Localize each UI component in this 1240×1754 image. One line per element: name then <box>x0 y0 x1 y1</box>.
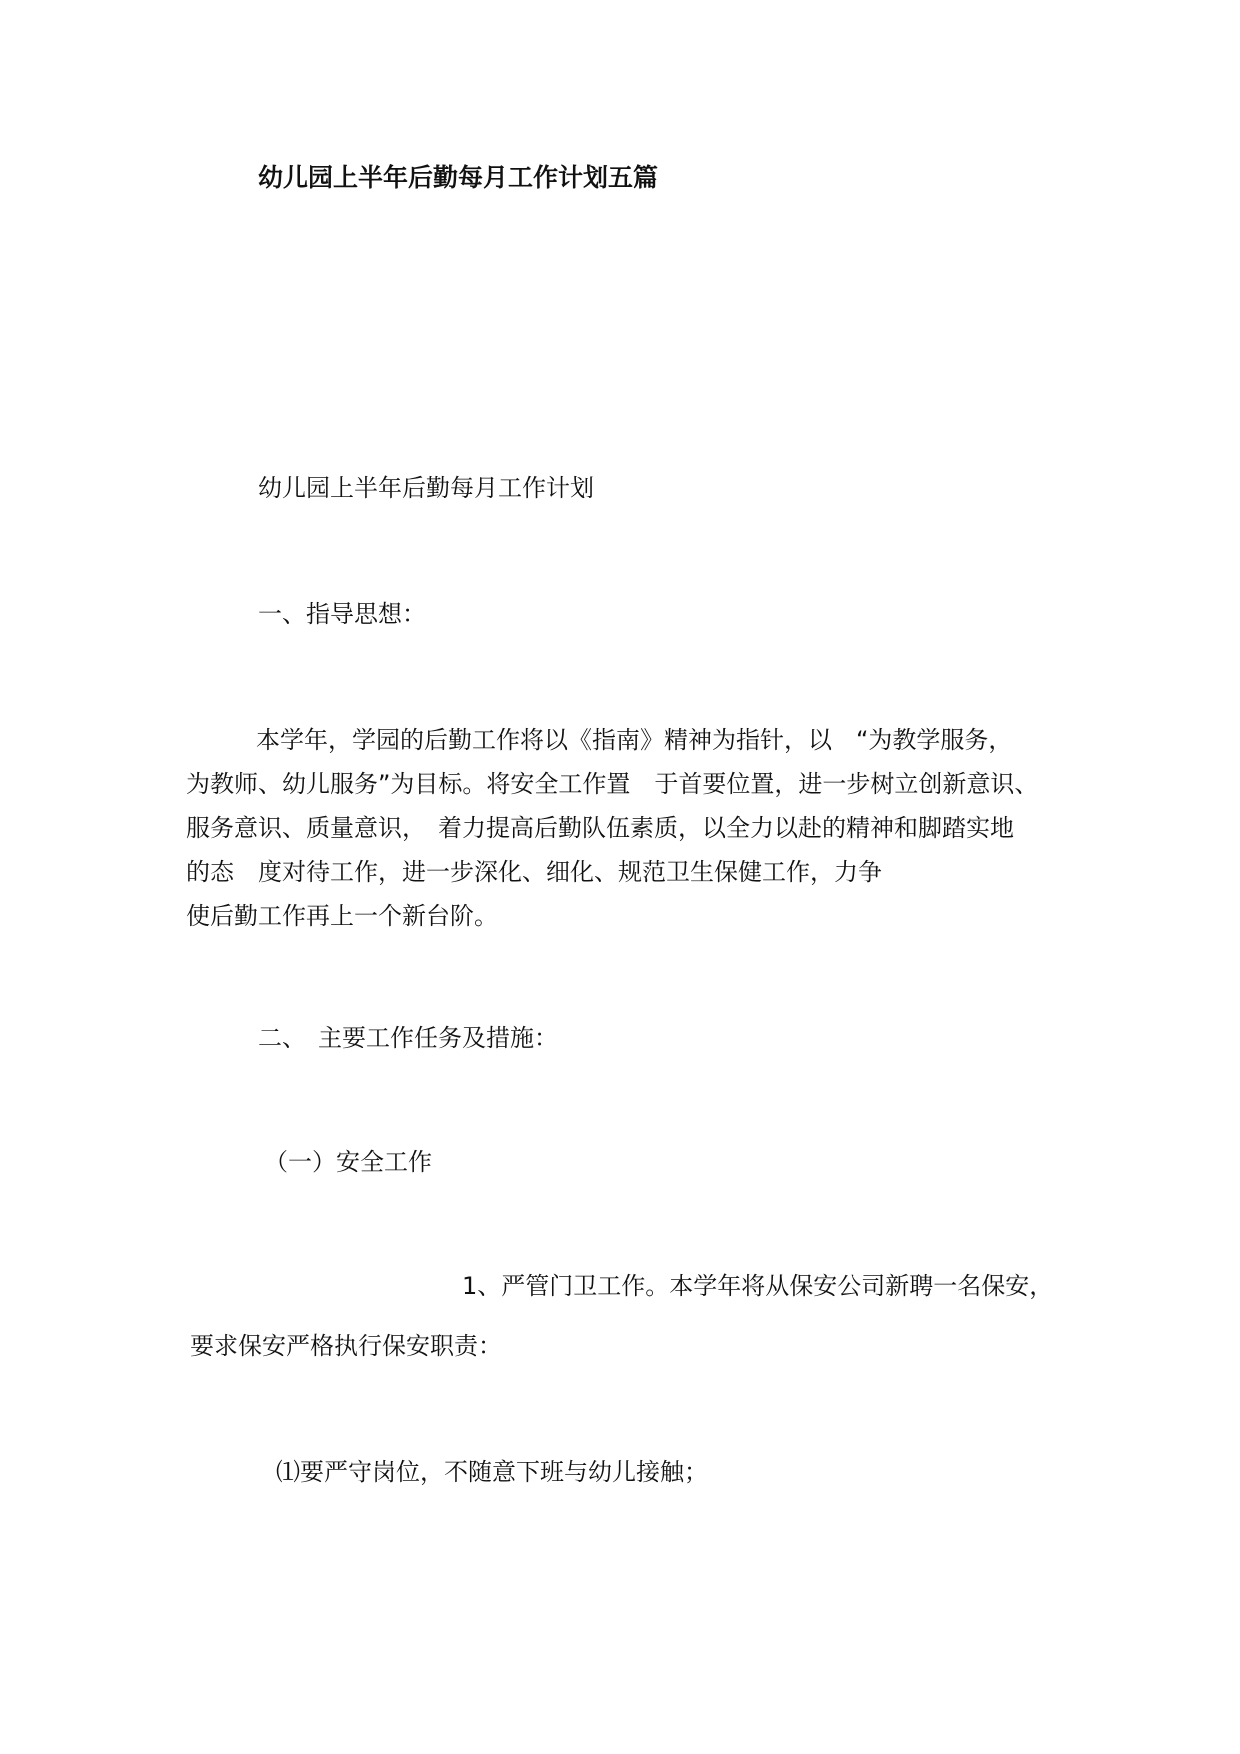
document-subtitle: 幼儿园上半年后勤每月工作计划 <box>258 474 594 502</box>
document-title: 幼儿园上半年后勤每月工作计划五篇 <box>258 163 659 192</box>
guiding-thought-paragraph <box>186 718 1066 938</box>
sub-list-item-guard-duty: ⑴要严守岗位，不随意下班与幼儿接触； <box>276 1458 708 1486</box>
list-item-gatekeeping-continued: 要求保安严格执行保安职责： <box>190 1332 502 1360</box>
section-heading-main-tasks: 二、 主要工作任务及措施： <box>258 1024 558 1052</box>
paragraph-line: 使后勤工作再上一个新台阶。 <box>186 902 498 930</box>
section-heading-guiding-thought: 一、指导思想： <box>258 600 426 628</box>
paragraph-line: 为教师、幼儿服务”为目标。将安全工作置 于首要位置，进一步树立创新意识、 <box>186 770 1039 798</box>
list-item-gatekeeping: 1、严管门卫工作。本学年将从保安公司新聘一名保安， <box>462 1272 1054 1300</box>
paragraph-line: 本学年，学园的后勤工作将以《指南》精神为指针，以 “为教学服务， <box>256 726 1013 754</box>
paragraph-line: 服务意识、质量意识， 着力提高后勤队伍素质，以全力以赴的精神和脚踏实地 <box>186 814 1014 842</box>
paragraph-line: 的态 度对待工作，进一步深化、细化、规范卫生保健工作，力争 <box>186 858 882 886</box>
subsection-heading-safety: （一）安全工作 <box>264 1148 432 1176</box>
